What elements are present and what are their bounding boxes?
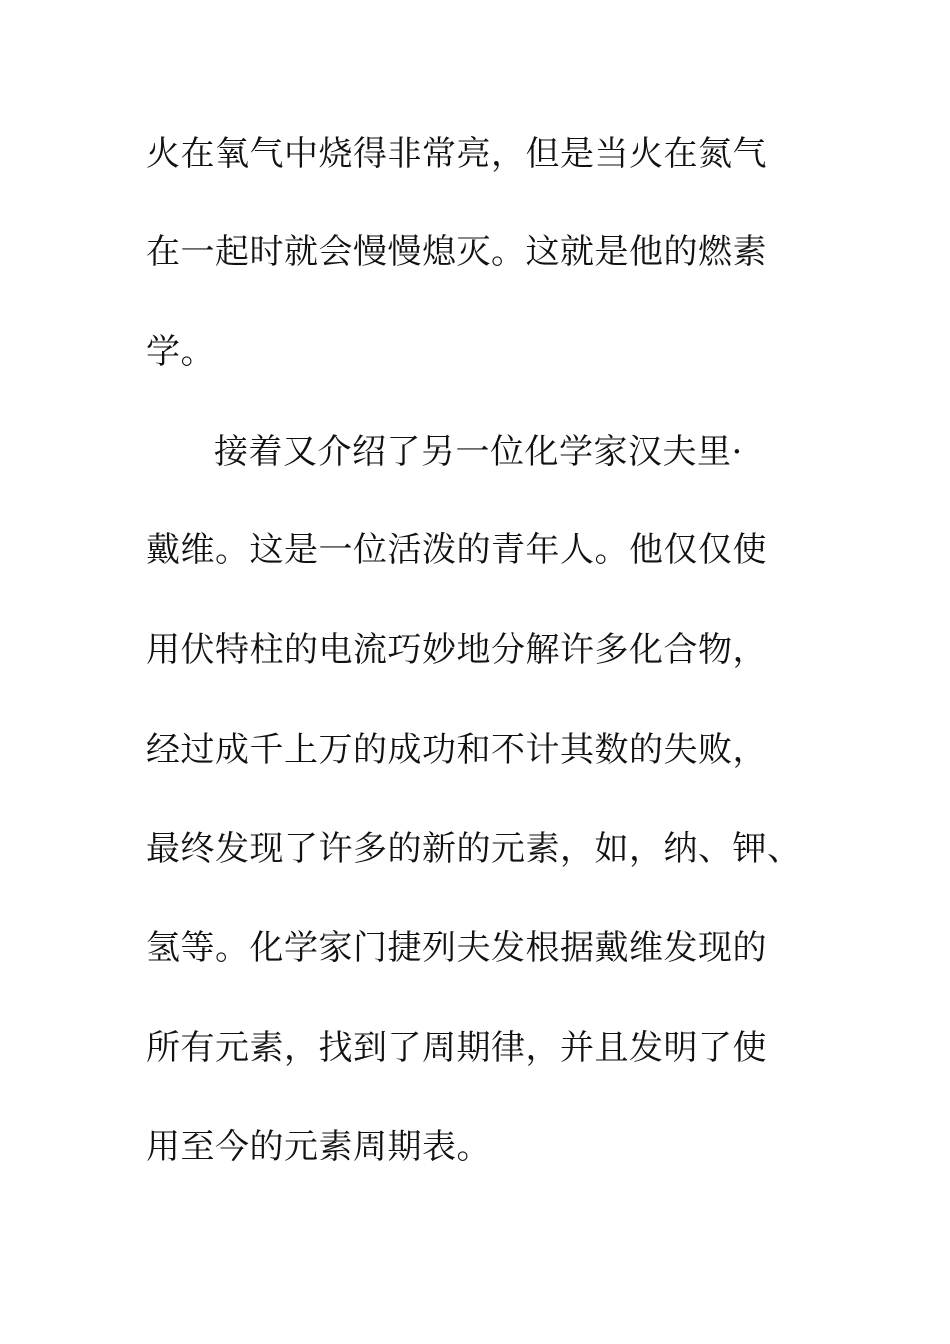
text-line-6: 用伏特柱的电流巧妙地分解许多化合物， [146,630,767,670]
text-line-5: 戴维。这是一位活泼的青年人。他仅仅使 [146,530,767,570]
text-line-11: 用至今的元素周期表。 [146,1127,491,1167]
text-line-2: 在一起时就会慢慢熄灭。这就是他的燃素 [146,232,767,272]
text-line-10: 所有元素，找到了周期律，并且发明了使 [146,1028,767,1068]
text-line-4: 接着又介绍了另一位化学家汉夫里· [214,432,743,472]
text-line-9: 氢等。化学家门捷列夫发根据戴维发现的 [146,928,767,968]
text-line-1: 火在氧气中烧得非常亮，但是当火在氮气 [146,134,767,174]
text-line-7: 经过成千上万的成功和不计其数的失败， [146,730,767,770]
text-line-8: 最终发现了许多的新的元素，如，纳、钾、 [146,829,802,869]
text-line-3: 学。 [146,332,215,372]
